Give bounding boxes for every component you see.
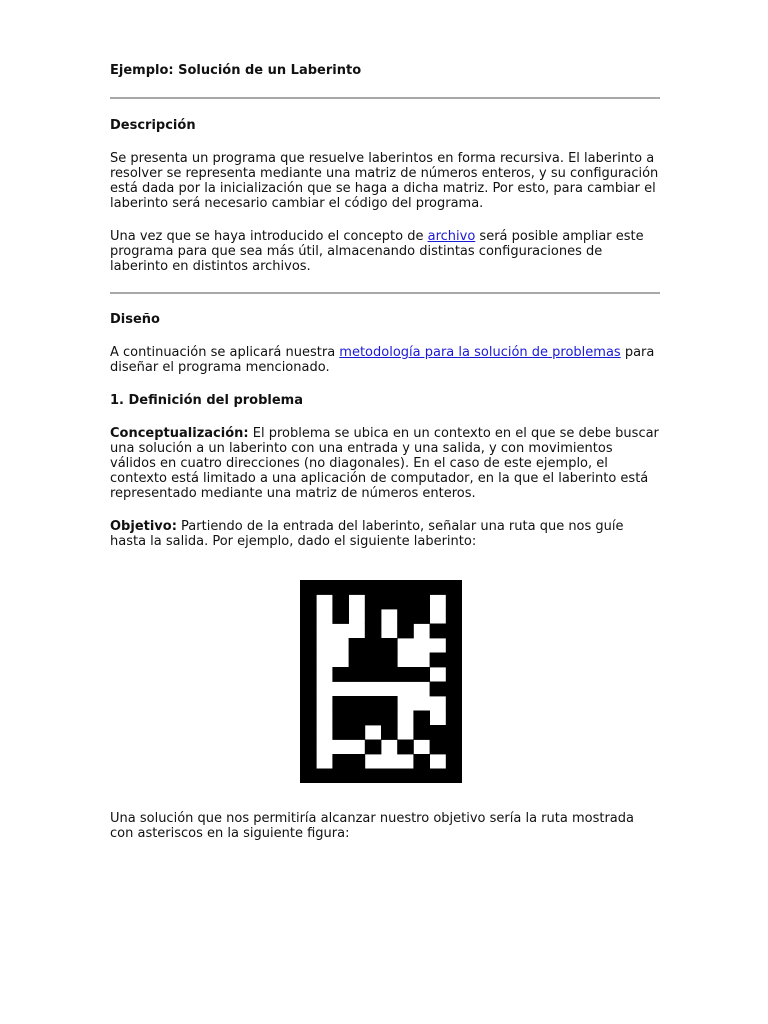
- maze-wall-cell: [365, 667, 382, 682]
- maze-wall-cell: [332, 580, 349, 595]
- maze-wall-cell: [332, 725, 349, 740]
- maze-wall-cell: [332, 667, 349, 682]
- maze-image: [300, 580, 462, 783]
- document-title: Ejemplo: Solución de un Laberinto: [110, 63, 362, 78]
- maze-wall-cell: [349, 754, 366, 769]
- maze-wall-cell: [430, 740, 447, 755]
- descripcion-paragraph-2: [110, 229, 660, 274]
- maze-wall-cell: [381, 769, 398, 784]
- maze-wall-cell: [446, 624, 462, 639]
- maze-wall-cell: [349, 638, 366, 653]
- conceptualizacion-text: El problema se ubica en un contexto en el que se debe buscar una solución a un laberinto con una entrada y una salida, y con movimientos válidos en cuatro direcciones (no diagonales). En el caso de este ejemplo, el contexto está limitado a una aplicación de computador, en la que el laberinto está representado mediante una matriz de números enteros.: [110, 426, 659, 501]
- maze-wall-cell: [365, 740, 382, 755]
- maze-wall-cell: [300, 595, 317, 610]
- maze-wall-cell: [300, 624, 317, 639]
- maze-wall-cell: [381, 667, 398, 682]
- maze-wall-cell: [349, 653, 366, 668]
- maze-wall-cell: [446, 754, 462, 769]
- maze-wall-cell: [446, 740, 462, 755]
- maze-wall-cell: [413, 609, 430, 624]
- maze-wall-cell: [413, 769, 430, 784]
- objetivo-text: Partiendo de la entrada del laberinto, señalar una ruta que nos guíe hasta la salida. Por ejemplo, dado el siguiente laberinto:: [110, 519, 624, 549]
- maze-wall-cell: [300, 696, 317, 711]
- maze-wall-cell: [316, 580, 333, 595]
- objetivo-paragraph: [110, 519, 660, 549]
- maze-wall-cell: [300, 667, 317, 682]
- maze-wall-cell: [365, 638, 382, 653]
- maze-wall-cell: [300, 580, 317, 595]
- maze-wall-cell: [446, 711, 462, 726]
- section-heading-diseno: Diseño: [110, 312, 160, 327]
- maze-wall-cell: [446, 696, 462, 711]
- maze-wall-cell: [430, 624, 447, 639]
- maze-wall-cell: [446, 638, 462, 653]
- maze-wall-cell: [300, 711, 317, 726]
- maze-wall-cell: [332, 754, 349, 769]
- maze-wall-cell: [446, 609, 462, 624]
- maze-wall-cell: [300, 769, 317, 784]
- maze-wall-cell: [413, 580, 430, 595]
- subsection-heading-definicion: 1. Definición del problema: [110, 393, 303, 408]
- conceptualizacion-paragraph: [110, 426, 660, 501]
- maze-wall-cell: [397, 624, 414, 639]
- maze-wall-cell: [300, 754, 317, 769]
- maze-wall-cell: [300, 740, 317, 755]
- maze-wall-cell: [413, 711, 430, 726]
- solucion-paragraph: Una solución que nos permitiría alcanzar nuestro objetivo sería la ruta mostrada con asteriscos en la siguiente figura:: [110, 811, 634, 841]
- maze-wall-cell: [332, 769, 349, 784]
- maze-wall-cell: [365, 609, 382, 624]
- maze-wall-cell: [300, 638, 317, 653]
- maze-wall-cell: [365, 769, 382, 784]
- maze-wall-cell: [381, 638, 398, 653]
- maze-wall-cell: [430, 682, 447, 697]
- maze-wall-cell: [349, 696, 366, 711]
- maze-wall-cell: [381, 580, 398, 595]
- maze-wall-cell: [332, 609, 349, 624]
- descripcion-p2-text-after: será posible ampliar este programa para que sea más útil, almacenando distintas configuraciones de laberinto en distintos archivos.: [110, 229, 644, 274]
- objetivo-label: Objetivo:: [110, 519, 177, 534]
- maze-wall-cell: [300, 609, 317, 624]
- diseno-paragraph-1: [110, 345, 660, 375]
- maze-wall-cell: [446, 595, 462, 610]
- maze-wall-cell: [397, 769, 414, 784]
- maze-wall-cell: [349, 725, 366, 740]
- metodologia-link[interactable]: metodología para la solución de problemas: [339, 345, 621, 360]
- diseno-p1-text-after: para diseñar el programa mencionado.: [110, 345, 655, 375]
- maze-wall-cell: [365, 653, 382, 668]
- maze-wall-cell: [316, 769, 333, 784]
- diseno-p1-text-before: A continuación se aplicará nuestra: [110, 345, 340, 360]
- maze-wall-cell: [365, 696, 382, 711]
- maze-wall-cell: [446, 682, 462, 697]
- maze-wall-cell: [446, 769, 462, 784]
- maze-wall-cell: [365, 595, 382, 610]
- maze-wall-cell: [397, 595, 414, 610]
- maze-wall-cell: [381, 696, 398, 711]
- maze-wall-cell: [397, 667, 414, 682]
- maze-figure: [300, 580, 462, 783]
- conceptualizacion-label: Conceptualización:: [110, 426, 249, 441]
- maze-wall-cell: [413, 667, 430, 682]
- maze-wall-cell: [300, 725, 317, 740]
- maze-wall-cell: [349, 769, 366, 784]
- maze-wall-cell: [332, 711, 349, 726]
- maze-wall-cell: [381, 653, 398, 668]
- maze-wall-cell: [381, 725, 398, 740]
- maze-wall-cell: [430, 580, 447, 595]
- maze-wall-cell: [365, 580, 382, 595]
- descripcion-p2-text-before: Una vez que se haya introducido el concepto de: [110, 229, 428, 244]
- maze-wall-cell: [446, 580, 462, 595]
- maze-wall-cell: [430, 769, 447, 784]
- maze-wall-cell: [365, 711, 382, 726]
- maze-wall-cell: [300, 682, 317, 697]
- maze-wall-cell: [332, 595, 349, 610]
- maze-wall-cell: [332, 696, 349, 711]
- maze-wall-cell: [446, 725, 462, 740]
- document-body: [110, 63, 660, 841]
- maze-wall-cell: [430, 725, 447, 740]
- archivo-link[interactable]: archivo: [427, 229, 476, 244]
- maze-wall-cell: [365, 624, 382, 639]
- maze-wall-cell: [349, 711, 366, 726]
- maze-wall-cell: [381, 595, 398, 610]
- maze-wall-cell: [413, 725, 430, 740]
- section-heading-descripcion: Descripción: [110, 118, 196, 133]
- descripcion-paragraph-1: Se presenta un programa que resuelve laberintos en forma recursiva. El laberinto a resolver se representa mediante una matriz de números enteros, y su configuración está dada por la inicialización que se haga a dicha matriz. Por esto, para cambiar el laberinto será necesario cambiar el código del programa.: [110, 151, 659, 211]
- maze-wall-cell: [397, 580, 414, 595]
- maze-wall-cell: [446, 653, 462, 668]
- maze-wall-cell: [397, 740, 414, 755]
- maze-wall-cell: [349, 580, 366, 595]
- maze-wall-cell: [349, 667, 366, 682]
- maze-wall-cell: [397, 609, 414, 624]
- maze-wall-cell: [413, 754, 430, 769]
- maze-wall-cell: [381, 711, 398, 726]
- maze-wall-cell: [446, 667, 462, 682]
- maze-wall-cell: [430, 653, 447, 668]
- maze-wall-cell: [300, 653, 317, 668]
- maze-wall-cell: [413, 595, 430, 610]
